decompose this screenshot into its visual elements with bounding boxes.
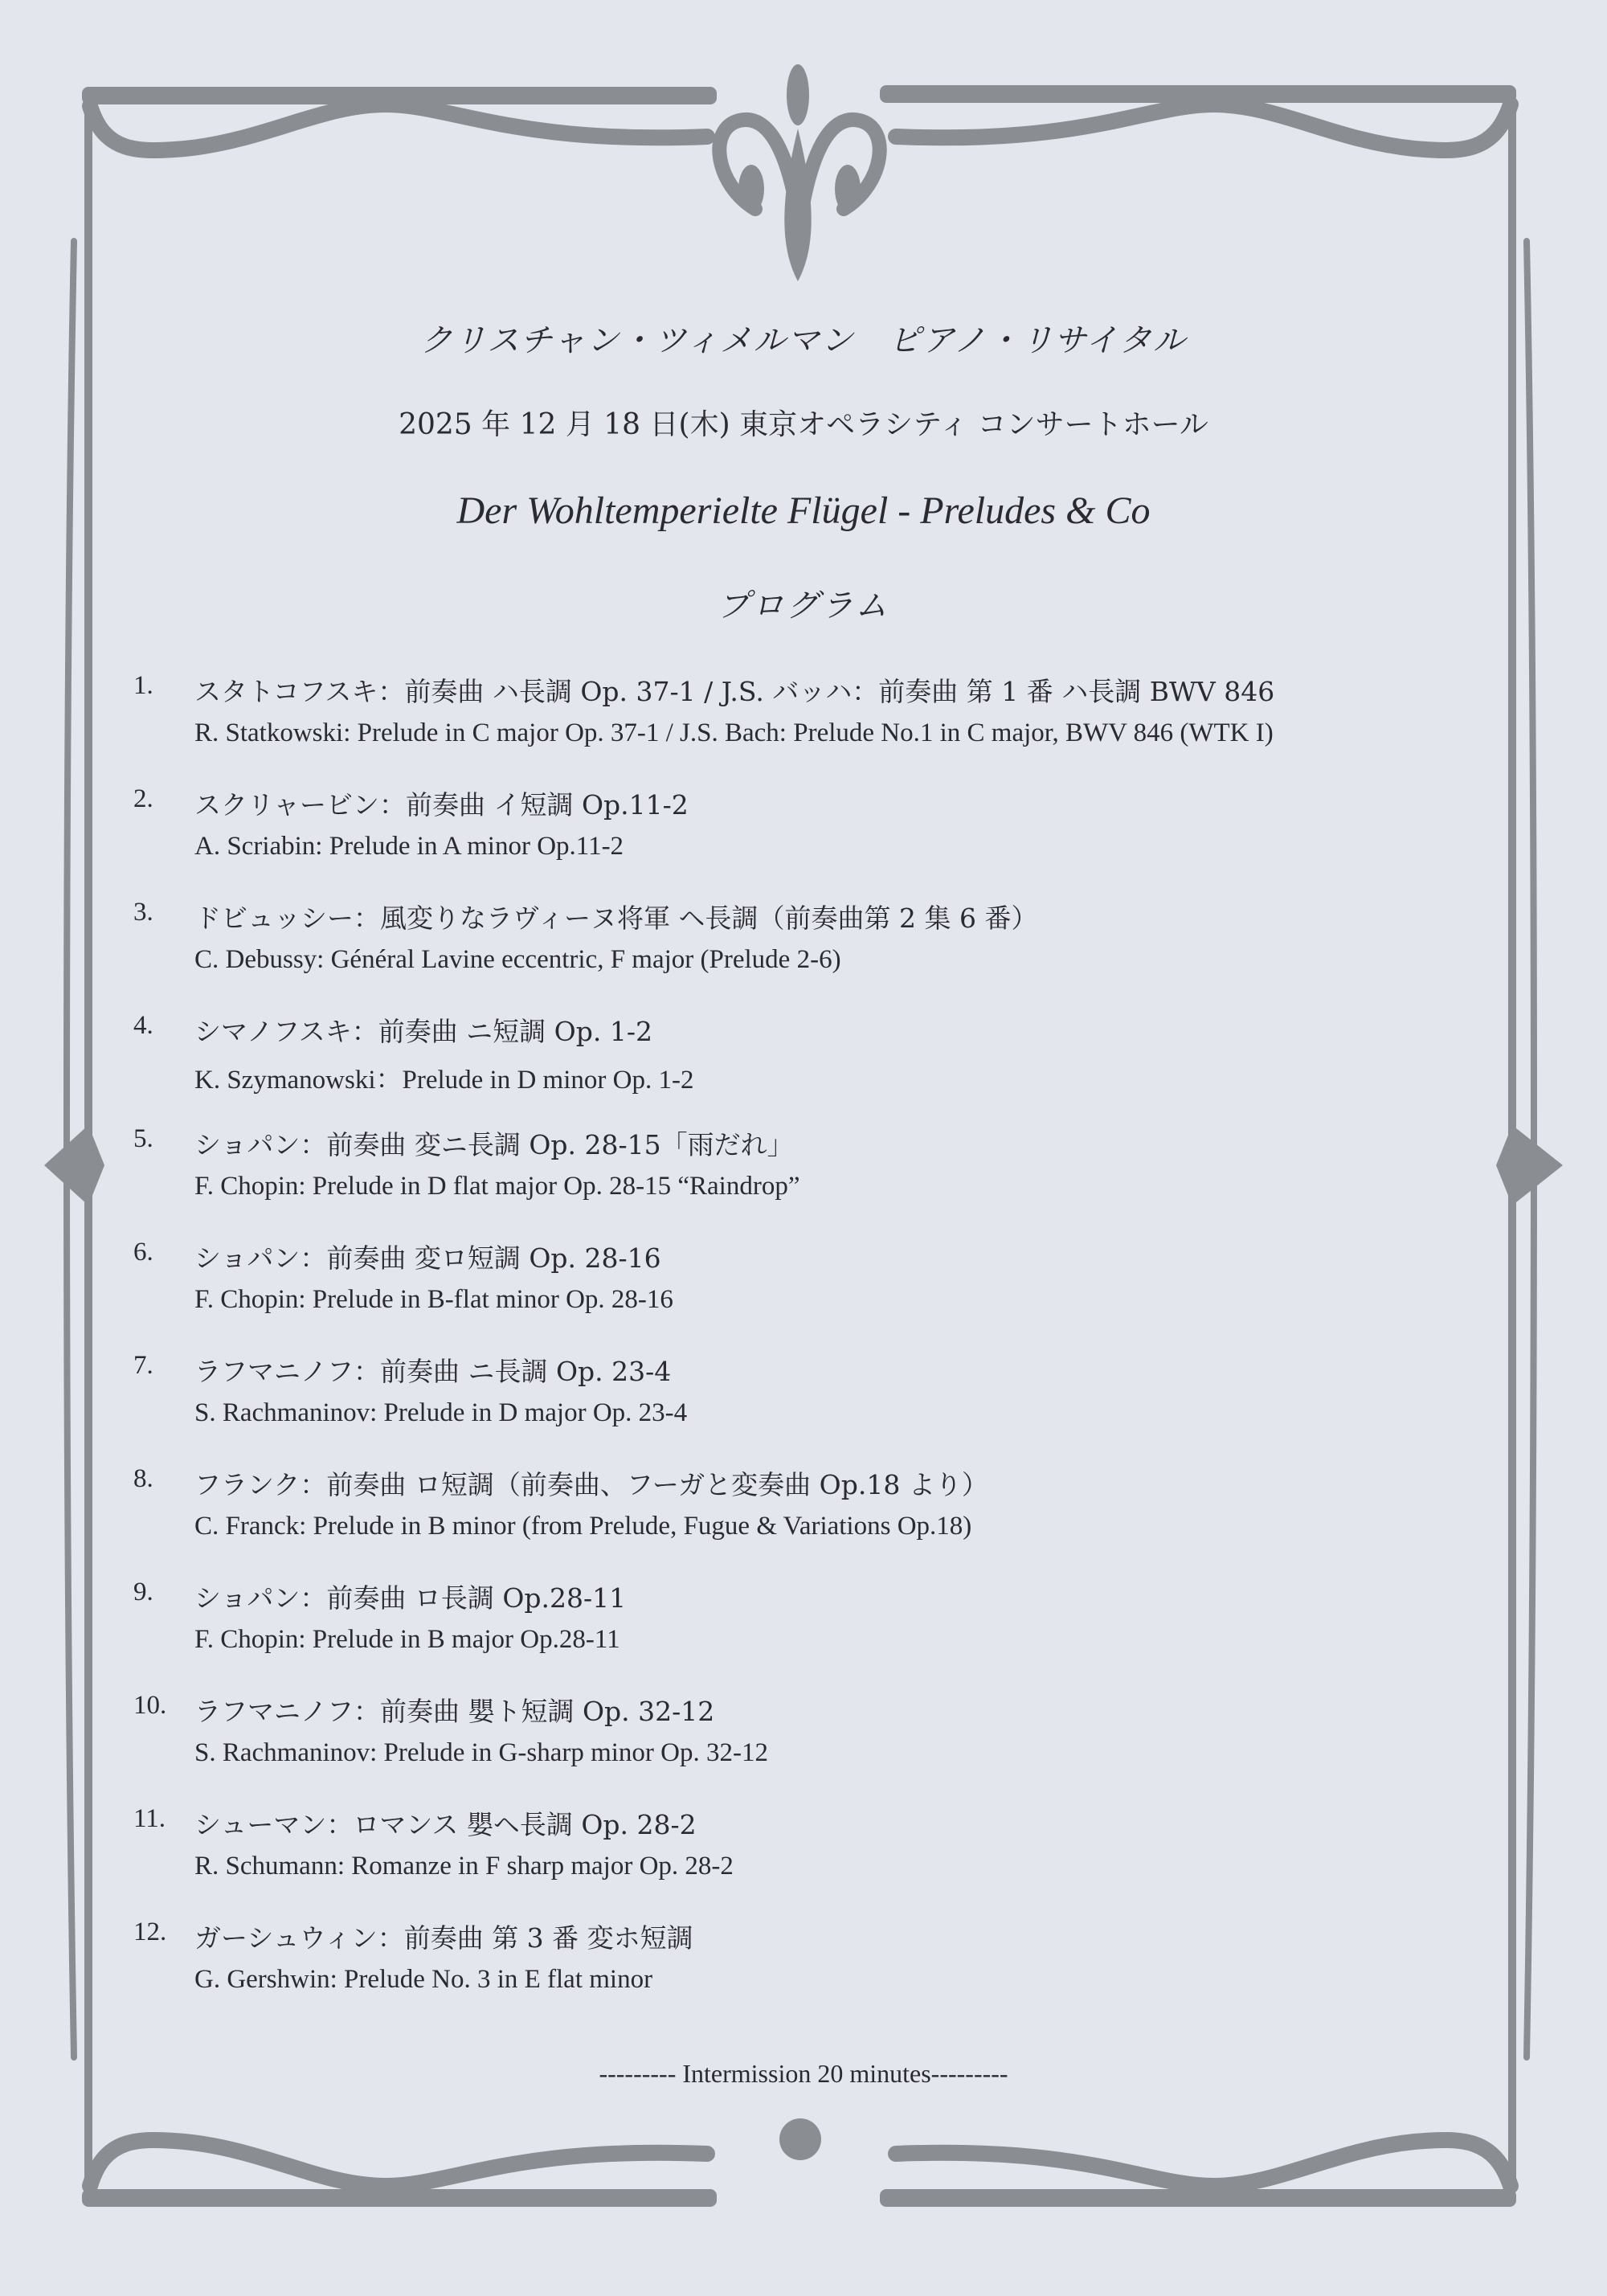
program-list [0, 671, 1607, 2031]
program-heading: プログラム [717, 587, 890, 624]
item-title-jp: ガーシュウィン：前奏曲 第 3 番 変ホ短調 [194, 1922, 693, 1954]
program-item [0, 1804, 1607, 1917]
item-title-jp: スタトコフスキ：前奏曲 ハ長調 Op. 37-1 / J.S. バッハ：前奏曲 第 1 番 ハ長調 BWV 846 [194, 676, 1275, 707]
item-title-jp: ショパン：前奏曲 ロ長調 Op.28-11 [194, 1582, 627, 1614]
item-number: 9. [133, 1578, 153, 1606]
item-title-jp: ラフマニノフ：前奏曲 ニ長調 Op. 23-4 [194, 1356, 672, 1387]
item-title-jp: ショパン：前奏曲 変ニ長調 Op. 28-15「雨だれ」 [194, 1129, 794, 1160]
item-title-en: K. Szymanowski：Prelude in D minor Op. 1-2 [194, 1066, 694, 1095]
item-number: 3. [133, 898, 153, 927]
program-item [0, 898, 1607, 1011]
item-number: 4. [133, 1011, 153, 1040]
item-number: 7. [133, 1351, 153, 1380]
program-item [0, 1578, 1607, 1691]
program-item [0, 1124, 1607, 1238]
item-number: 5. [133, 1124, 153, 1153]
recital-title-jp: クリスチャン・ツィメルマン ピアノ・リサイタル [420, 322, 1187, 359]
program-item [0, 1238, 1607, 1351]
intermission-note: --------- Intermission 20 minutes--------- [599, 2059, 1008, 2088]
item-title-jp: スクリャービン：前奏曲 イ短調 Op.11-2 [194, 789, 689, 821]
item-number: 11. [133, 1804, 166, 1833]
item-number: 2. [133, 784, 153, 813]
program-item [0, 1691, 1607, 1804]
item-title-en: F. Chopin: Prelude in B-flat minor Op. 28-16 [194, 1285, 673, 1314]
program-item [0, 1351, 1607, 1464]
item-title-en: S. Rachmaninov: Prelude in G-sharp minor Op. 32-12 [194, 1738, 768, 1767]
item-title-en: F. Chopin: Prelude in D flat major Op. 28-15 “Raindrop” [194, 1172, 800, 1201]
recital-title-en: Der Wohltemperielte Flügel - Preludes & Co [456, 489, 1151, 532]
item-title-en: R. Statkowski: Prelude in C major Op. 37-1 / J.S. Bach: Prelude No.1 in C major, BWV 846 (WTK I) [194, 718, 1274, 747]
item-title-jp: ラフマニノフ：前奏曲 嬰ト短調 Op. 32-12 [194, 1696, 715, 1727]
program-item [0, 1917, 1607, 2031]
item-number: 10. [133, 1691, 167, 1720]
item-title-en: R. Schumann: Romanze in F sharp major Op. 28-2 [194, 1852, 734, 1881]
item-title-en: A. Scriabin: Prelude in A minor Op.11-2 [194, 832, 624, 861]
program-item [0, 1011, 1607, 1124]
item-title-jp: ドビュッシー：風変りなラヴィーヌ将軍 ヘ長調（前奏曲第 2 集 6 番） [194, 902, 1038, 934]
item-title-jp: フランク：前奏曲 ロ短調（前奏曲、フーガと変奏曲 Op.18 より） [194, 1469, 988, 1500]
item-title-jp: シューマン：ロマンス 嬰ヘ長調 Op. 28-2 [194, 1809, 697, 1840]
date-venue: 2025 年 12 月 18 日(木) 東京オペラシティ コンサートホール [399, 408, 1208, 441]
program-item [0, 1464, 1607, 1578]
item-number: 8. [133, 1464, 153, 1493]
item-title-en: C. Franck: Prelude in B minor (from Prelude, Fugue & Variations Op.18) [194, 1512, 972, 1541]
item-title-jp: ショパン：前奏曲 変ロ短調 Op. 28-16 [194, 1242, 661, 1274]
item-number: 6. [133, 1238, 153, 1267]
item-number: 1. [133, 671, 153, 700]
item-title-en: C. Debussy: Général Lavine eccentric, F major (Prelude 2-6) [194, 945, 841, 974]
item-title-jp: シマノフスキ：前奏曲 ニ短調 Op. 1-2 [194, 1016, 652, 1047]
item-title-en: S. Rachmaninov: Prelude in D major Op. 23-4 [194, 1398, 688, 1427]
item-title-en: F. Chopin: Prelude in B major Op.28-11 [194, 1625, 620, 1654]
item-number: 12. [133, 1917, 167, 1946]
program-item [0, 671, 1607, 784]
program-item [0, 784, 1607, 898]
item-title-en: G. Gershwin: Prelude No. 3 in E flat minor [194, 1965, 653, 1994]
